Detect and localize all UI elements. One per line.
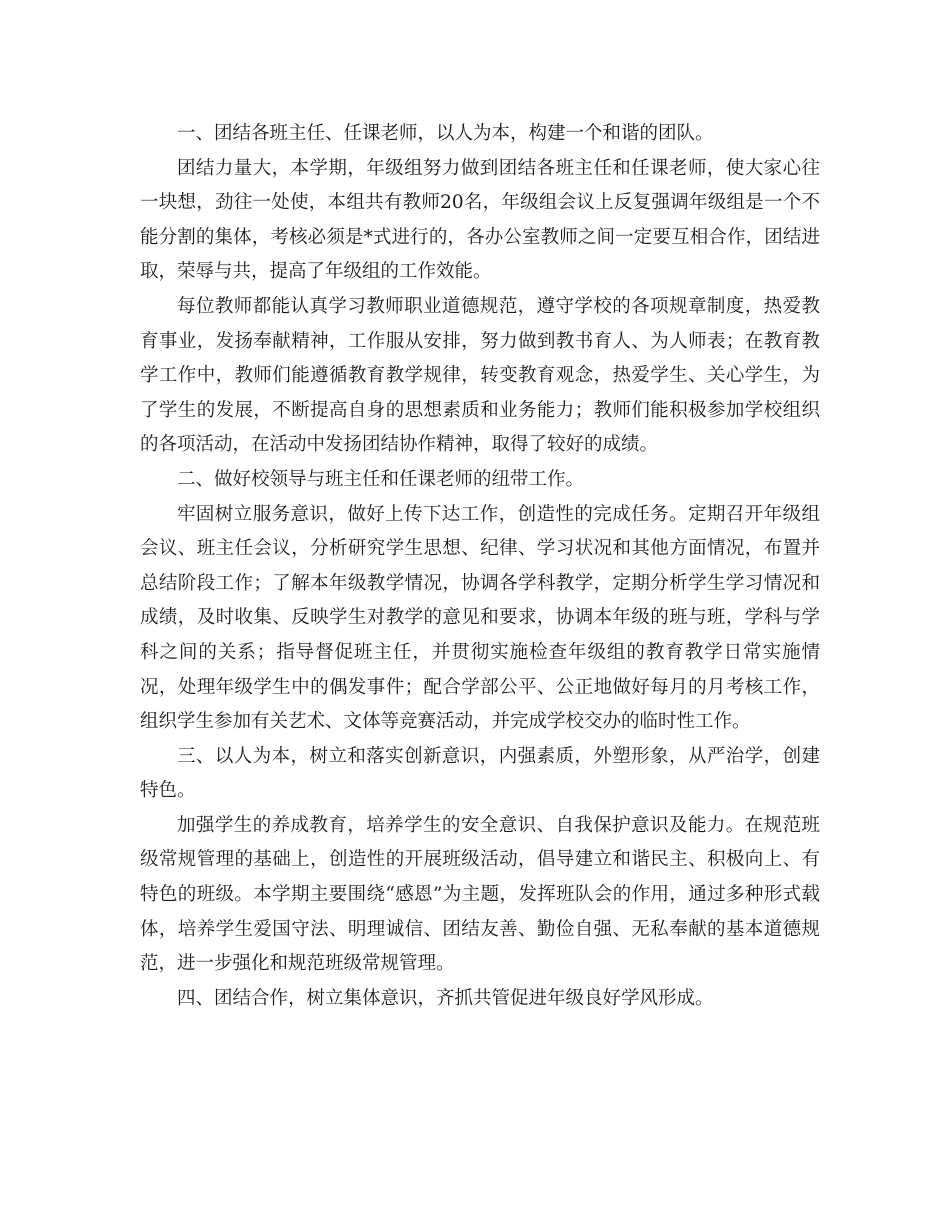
body-paragraph-2: 每位教师都能认真学习教师职业道德规范，遵守学校的各项规章制度，热爱教育事业，发扬奉献精神，工作服从安排，努力做到教书育人、为人师表；在教育教学工作中，教师们能遵循教育教学规律，转变教育观念，热爱学生、关心学生，为了学生的发展，不断提高自身的思想素质和业务能力；教师们能积极参加学校组织的各项活动，在活动中发扬团结协作精神，取得了较好的成绩。: [140, 295, 820, 456]
document-body: [140, 117, 820, 1016]
section-heading-3: 三、以人为本，树立和落实创新意识，内强素质，外塑形象，从严治学，创建特色。: [140, 745, 820, 802]
section-heading-4: 四、团结合作，树立集体意识，齐抓共管促进年级良好学风形成。: [177, 987, 714, 1009]
body-paragraph-3: 牢固树立服务意识，做好上传下达工作，创造性的完成任务。定期召开年级组会议、班主任会议，分析研究学生思想、纪律、学习状况和其他方面情况，布置并总结阶段工作；了解本年级教学情况，协调各学科教学，定期分析学生学习情况和成绩，及时收集、反映学生对教学的意见和要求，协调本年级的班与班，学科与学科之间的关系；指导督促班主任，并贯彻实施检查年级组的教育教学日常实施情况，处理年级学生中的偶发事件；配合学部公平、公正地做好每月的月考核工作，组织学生参加有关艺术、文体等竞赛活动，并完成学校交办的临时性工作。: [140, 503, 820, 733]
section-heading-1: 一、团结各班主任、任课老师，以人为本，构建一个和谐的团队。: [177, 123, 714, 144]
body-paragraph-1: 团结力量大，本学期，年级组努力做到团结各班主任和任课老师，使大家心往一块想，劲往一处使，本组共有教师20名，年级组会议上反复强调年级组是一个不能分割的集体，考核必须是*式进行的，各办公室教师之间一定要互相合作，团结进取，荣辱与共，提高了年级组的工作效能。: [140, 157, 820, 283]
body-paragraph-4: 加强学生的养成教育，培养学生的安全意识、自我保护意识及能力。在规范班级常规管理的基础上，创造性的开展班级活动，倡导建立和谐民主、积极向上、有特色的班级。本学期主要围绕“感恩”为主题，发挥班队会的作用，通过多种形式载体，培养学生爱国守法、明理诚信、团结友善、勤俭自强、无私奉献的基本道德规范，进一步强化和规范班级常规管理。: [140, 814, 820, 975]
section-heading-2: 二、做好校领导与班主任和任课老师的纽带工作。: [177, 468, 585, 490]
